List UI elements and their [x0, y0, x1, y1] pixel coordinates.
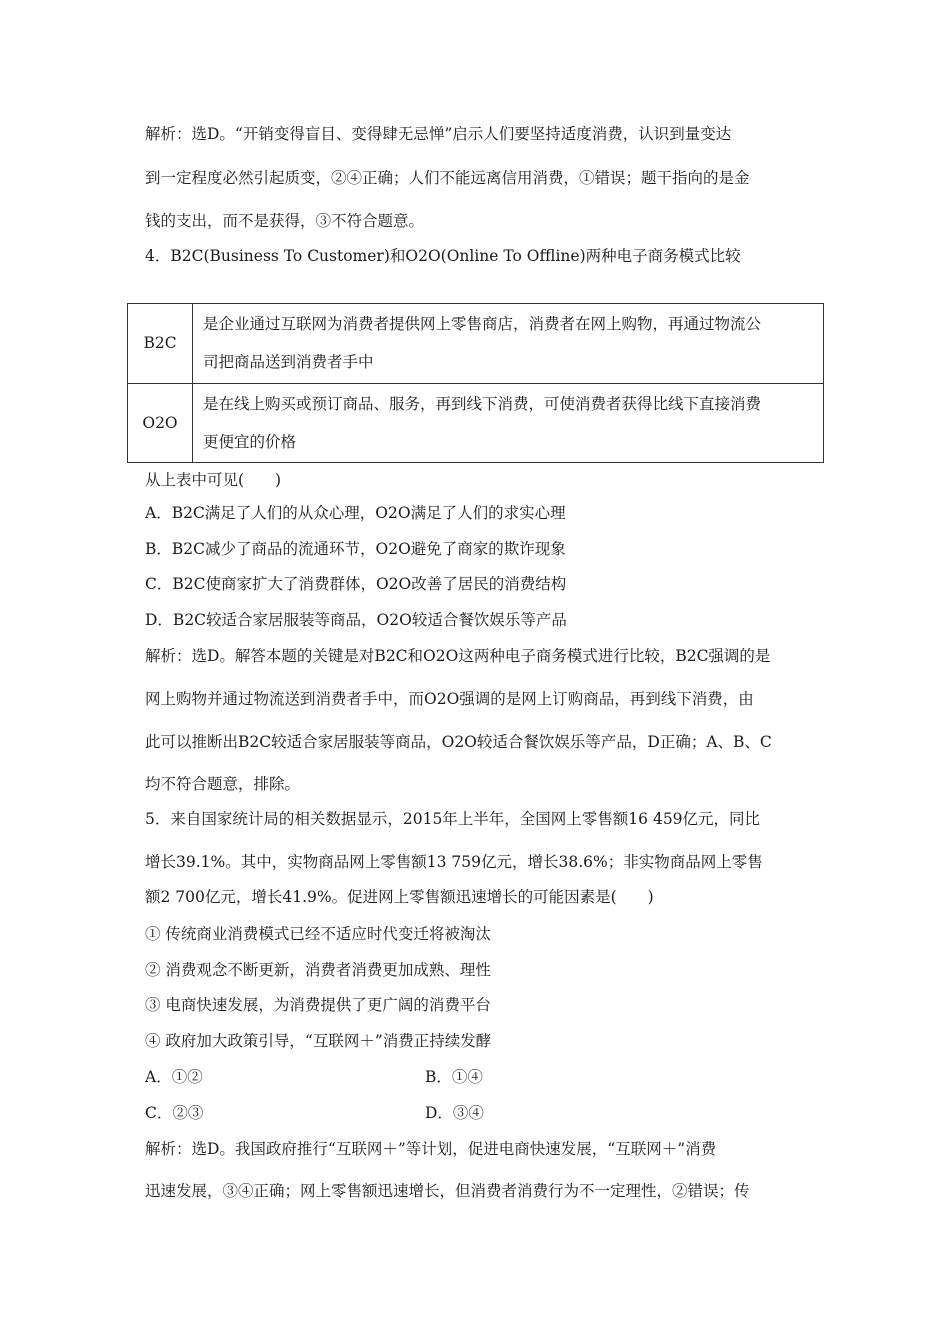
question-4-prompt: 从上表中可见( )	[145, 471, 282, 489]
question-5-line-3: 额2 700亿元，增长41.9%。促进网上零售额迅速增长的可能因素是( )	[145, 888, 654, 906]
option-c: C．B2C使商家扩大了消费群体，O2O改善了居民的消费结构	[145, 575, 567, 593]
comparison-table	[127, 303, 824, 463]
table-desc-line: 更便宜的价格	[203, 432, 297, 451]
option-b: B．B2C减少了商品的流通环节，O2O避免了商家的欺诈现象	[145, 540, 566, 558]
statement-4: ④ 政府加大政策引导，“互联网＋”消费正持续发酵	[145, 1032, 492, 1050]
option-d: D．③④	[425, 1104, 484, 1122]
analysis-q5-line-2: 迅速发展，③④正确；网上零售额迅速增长，但消费者消费行为不一定理性，②错误；传	[145, 1182, 750, 1200]
analysis-q3-line-2: 到一定程度必然引起质变，②④正确；人们不能远离信用消费，①错误；题干指向的是金	[145, 169, 750, 187]
option-c: C．②③	[145, 1104, 204, 1122]
table-row	[128, 383, 824, 463]
statement-1: ① 传统商业消费模式已经不适应时代变迁将被淘汰	[145, 925, 491, 943]
table-key-cell: B2C	[128, 304, 193, 384]
table-desc-cell	[193, 383, 824, 463]
option-d: D．B2C较适合家居服装等商品，O2O较适合餐饮娱乐等产品	[145, 611, 567, 629]
analysis-q5-line-1: 解析：选D。我国政府推行“互联网＋”等计划，促进电商快速发展，“互联网＋”消费	[145, 1140, 717, 1158]
statement-2: ② 消费观念不断更新，消费者消费更加成熟、理性	[145, 961, 491, 979]
option-a: A．B2C满足了人们的从众心理，O2O满足了人们的求实心理	[145, 504, 566, 522]
table-desc-line: 是在线上购买或预订商品、服务，再到线下消费，可使消费者获得比线下直接消费	[203, 394, 762, 413]
analysis-q4-line-4: 均不符合题意，排除。	[145, 775, 301, 793]
option-a: A．①②	[145, 1068, 203, 1086]
table-key-cell: O2O	[128, 383, 193, 463]
analysis-q3-line-3: 钱的支出，而不是获得，③不符合题意。	[145, 212, 425, 230]
analysis-q4-line-1: 解析：选D。解答本题的关键是对B2C和O2O这两种电子商务模式进行比较，B2C强调的是	[145, 647, 771, 665]
table-desc-line: 是企业通过互联网为消费者提供网上零售商店，消费者在网上购物，再通过物流公	[203, 315, 762, 334]
analysis-q4-line-3: 此可以推断出B2C较适合家居服装等商品，O2O较适合餐饮娱乐等产品，D正确；A、B、C	[145, 733, 772, 751]
table-desc-cell	[193, 304, 824, 384]
table-row	[128, 304, 824, 384]
statement-3: ③ 电商快速发展，为消费提供了更广阔的消费平台	[145, 996, 491, 1014]
table-desc-line: 司把商品送到消费者手中	[203, 353, 374, 372]
question-5-line-2: 增长39.1%。其中，实物商品网上零售额13 759亿元，增长38.6%；非实物商品网上零售	[145, 853, 763, 871]
question-5-line-1: 5．来自国家统计局的相关数据显示，2015年上半年，全国网上零售额16 459亿元，同比	[145, 810, 761, 828]
analysis-q4-line-2: 网上购物并通过物流送到消费者手中，而O2O强调的是网上订购商品，再到线下消费，由	[145, 690, 754, 708]
analysis-q3-line-1: 解析：选D。“开销变得盲目、变得肆无忌惮”启示人们要坚持适度消费，认识到量变达	[145, 125, 732, 143]
option-b: B．①④	[425, 1068, 483, 1086]
question-4-stem: 4．B2C(Business To Customer)和O2O(Online To Offline)两种电子商务模式比较	[145, 247, 741, 265]
